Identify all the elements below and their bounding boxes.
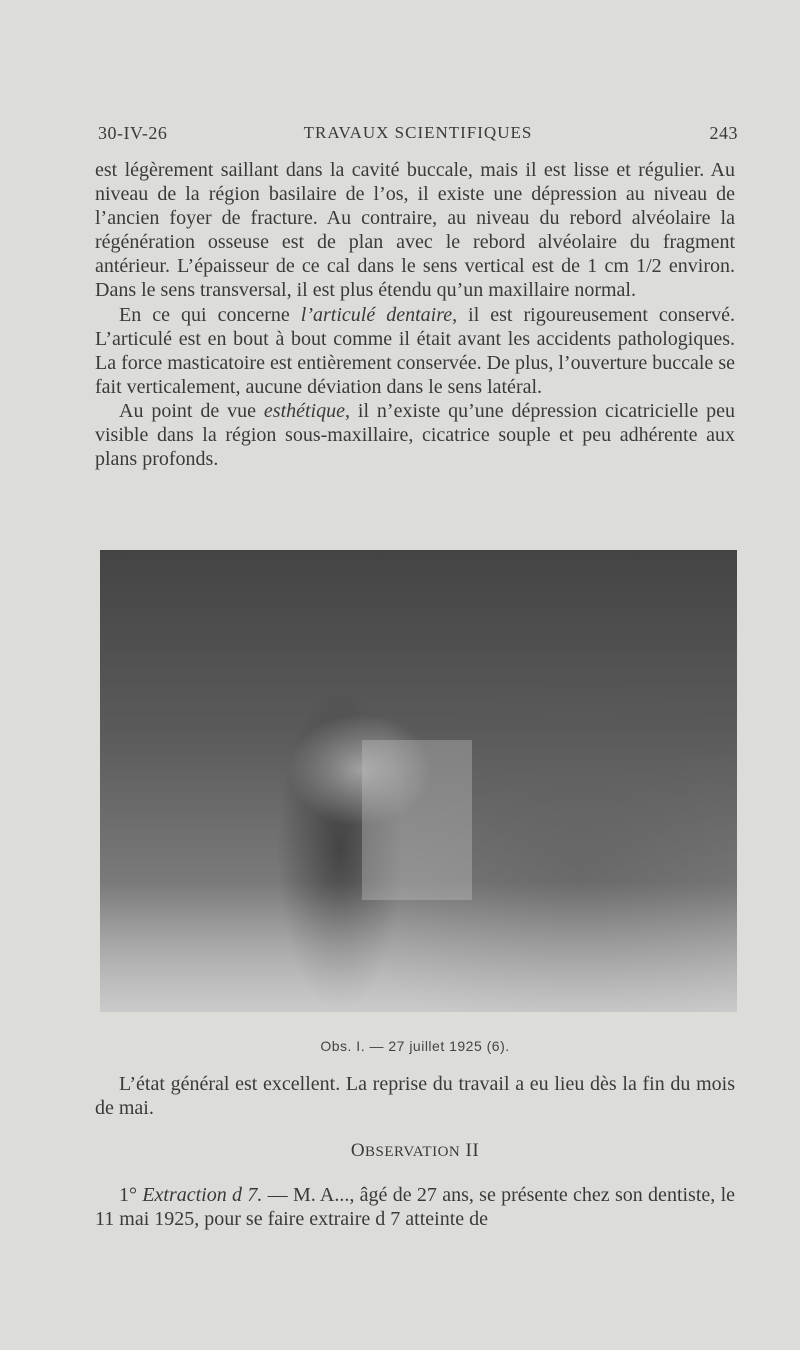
paragraph-extraction-emphasis: Extraction d 7. <box>142 1184 263 1206</box>
running-head-title: TRAVAUX SCIENTIFIQUES <box>303 123 533 142</box>
body-text-upper <box>95 158 735 471</box>
paragraph-extraction <box>95 1183 735 1231</box>
paragraph-callus-description: est légèrement saillant dans la cavité buccale, mais il est lisse et régulier. Au niveau de la région basilaire de l’os, il existe une dépression au niveau de l’ancien foyer de fracture. Au contraire, au niveau du rebord alvéolaire la régénération osseuse est de plan avec le rebord alvéolaire du fragment antérieur. L’épaisseur de ce cal dans le sens vertical est de 1 cm 1/2 environ. Dans le sens transversal, il est plus étendu qu’un maxillaire normal. <box>95 159 735 302</box>
section-title <box>95 1140 735 1162</box>
paragraph-aesthetics-emphasis: esthétique <box>263 399 345 422</box>
paragraph-dental-articulation <box>95 303 735 399</box>
page-number: 243 <box>709 123 738 143</box>
radiograph-lower-fade <box>100 882 737 1012</box>
running-head-date: 30-IV-26 <box>98 123 168 143</box>
running-head <box>98 123 738 149</box>
paragraph-aesthetics-lead: Au point de vue <box>119 399 264 422</box>
paragraph-aesthetics <box>95 399 735 471</box>
paragraph-aesthetics-rest: , il n’existe qu’une dépression cicatricielle peu visible dans la région sous-maxillaire, cicatrice souple et peu adhérente aux plans profonds. <box>95 399 736 471</box>
section-title-rest: BSERVATION <box>365 1144 461 1160</box>
section-title-initial: O <box>350 1140 366 1161</box>
paragraph-general-state: L’état général est excellent. La reprise du travail a eu lieu dès la fin du mois de mai. <box>95 1073 735 1120</box>
section-title-numeral: II <box>465 1140 480 1161</box>
figure-caption: Obs. I. — 27 juillet 1925 (6). <box>320 1038 510 1054</box>
paragraph-dental-articulation-emphasis: l’articulé dentaire <box>300 303 453 326</box>
body-text-observation-2 <box>95 1183 735 1231</box>
paragraph-extraction-rest: — M. A..., âgé de 27 ans, se présente chez son dentiste, le 11 mai 1925, pour se faire extraire d 7 atteinte de <box>95 1184 736 1231</box>
paragraph-dental-articulation-rest: , il est rigoureusement conservé. L’articulé est en bout à bout comme il était avant les accidents pathologiques. La force masticatoire est entièrement conservée. De plus, l’ouverture buccale se fait verticalement, aucune déviation dans le sens latéral. <box>95 303 735 398</box>
paragraph-dental-articulation-lead: En ce qui concerne <box>119 303 301 326</box>
radiograph-bone-region <box>362 740 472 900</box>
body-text-general-state <box>95 1072 735 1120</box>
paragraph-extraction-number: 1° <box>119 1184 137 1206</box>
radiograph-figure <box>100 550 737 1012</box>
